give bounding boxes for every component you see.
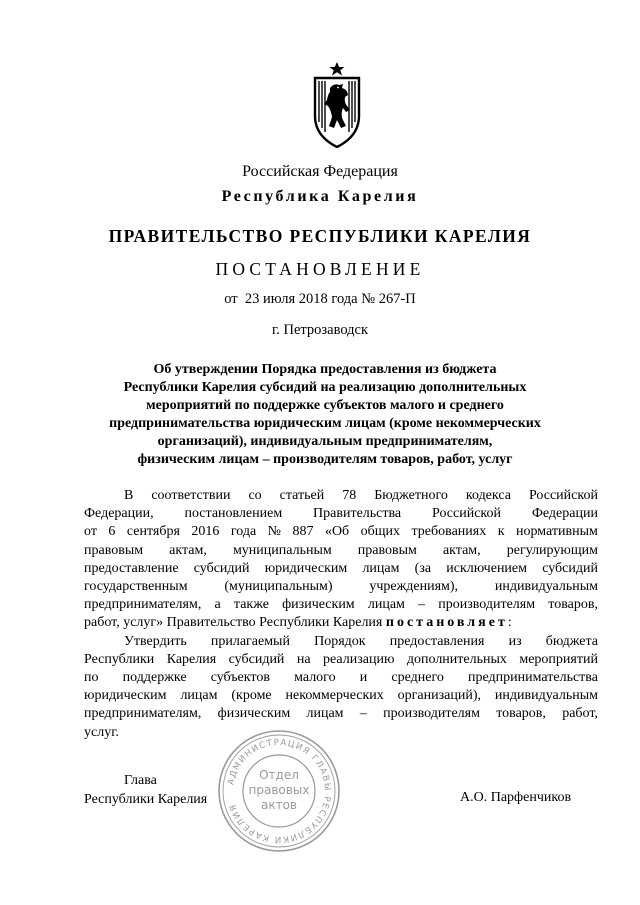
country-name: Российская Федерация [242, 163, 398, 180]
title-line: предпринимательства юридическим лицам (кроме некоммерческих [109, 416, 541, 432]
word: на [296, 651, 311, 667]
word: из [508, 633, 522, 649]
document-title [80, 361, 570, 470]
word: а [214, 597, 221, 613]
text-line [84, 560, 598, 578]
title-line: Республики Карелия субсидий на реализацию дополнительных [123, 380, 527, 396]
text-line [84, 633, 598, 651]
word: организаций), [397, 688, 481, 704]
word: также [233, 597, 269, 613]
word: «Об [324, 524, 350, 540]
word: предпринимателям, [84, 597, 202, 613]
signatory-title [84, 771, 207, 809]
word: актам, [442, 542, 481, 558]
word: товаров, [496, 706, 546, 722]
word: от [84, 524, 97, 540]
title-line: Об утверждении Порядка предоставления из бюджета [153, 362, 497, 377]
word: по [84, 670, 99, 686]
word: государственным [84, 579, 188, 595]
word: Республики [84, 651, 155, 667]
word: среднего [391, 670, 444, 686]
paragraph-approve [84, 633, 598, 742]
word: малого [294, 670, 336, 686]
word: индивидуальным [494, 688, 598, 704]
word: Правительства [313, 506, 402, 522]
word: субсидий [542, 560, 598, 576]
word: субсидий [193, 560, 250, 576]
word: прилагаемый [210, 633, 290, 649]
word: лицам [180, 688, 218, 704]
document-type: ПОСТАНОВЛЕНИЕ [215, 259, 425, 279]
republic-name: Республика Карелия [221, 188, 419, 205]
stamp-line: Отдел [259, 768, 299, 782]
word: 887 [292, 524, 314, 540]
word: № [267, 524, 281, 540]
decrees-word: постановляет [385, 615, 508, 631]
word: статьей [279, 488, 325, 503]
text-line [84, 505, 598, 523]
word: некоммерческих [285, 688, 384, 704]
word: мероприятий [519, 651, 598, 667]
word: соответствии [151, 488, 231, 503]
word: (за [414, 560, 432, 576]
text-line: услуг. [84, 724, 119, 740]
word: правовым [357, 542, 417, 558]
text-line [84, 614, 598, 632]
word: субсидий [228, 651, 285, 667]
word: муниципальным [232, 542, 332, 558]
word: работ, [562, 706, 598, 722]
text-line [84, 596, 598, 614]
word: дополнительных [406, 651, 507, 667]
signatory-title-line: Глава [124, 773, 157, 788]
text-line [84, 487, 598, 505]
word: исключением [446, 560, 527, 576]
word: реализацию [323, 651, 395, 667]
word: предоставления [389, 633, 485, 649]
word: физическим [282, 597, 355, 613]
word: Бюджетного [374, 488, 448, 503]
word: юридическим [264, 560, 348, 576]
word: лицам [306, 706, 344, 722]
coat-of-arms-icon [306, 62, 368, 148]
word: В [124, 488, 134, 503]
word: к [497, 524, 505, 540]
word: нормативным [515, 524, 598, 540]
word: 6 [108, 524, 116, 540]
word: – [418, 597, 426, 613]
word: лицам [362, 560, 400, 576]
text-line [84, 651, 598, 669]
word: актам, [169, 542, 207, 558]
word: юридическим [84, 688, 167, 704]
word: 2016 [191, 524, 220, 540]
word: правовым [84, 542, 144, 558]
title-line: физическим лицам – производителям товаров, работ, услуг [137, 452, 513, 468]
word: постановлением [184, 506, 283, 522]
word: товаров, [548, 597, 598, 613]
punctuation: : [507, 615, 512, 631]
word: поддержке [122, 670, 187, 686]
text-line [84, 669, 598, 687]
document-body [84, 487, 598, 742]
word: учреждениям), [369, 579, 459, 595]
word: со [248, 488, 262, 503]
word: лицам [367, 597, 405, 613]
text-line [84, 523, 598, 541]
word: Российской [528, 488, 598, 503]
word: Федерации, [84, 506, 154, 522]
word: Федерации [531, 506, 598, 522]
word: индивидуальным [494, 579, 598, 595]
word: общих [360, 524, 401, 540]
text-line [84, 542, 598, 560]
word: производителям [383, 706, 480, 722]
signatory-title-line: Республики Карелия [84, 792, 208, 807]
title-line: мероприятий по поддержке субъектов малого и среднего [146, 398, 504, 414]
text-segment: работ, услуг» Правительство Республики Карелия [84, 615, 383, 631]
stamp-line: актов [260, 798, 298, 812]
stamp-ring-text: АДМИНИСТРАЦИЯ ГЛАВЫ РЕСПУБЛИКИ КАРЕЛИЯ [226, 737, 333, 845]
paragraph-preamble [84, 487, 598, 633]
word: – [359, 706, 367, 722]
word: субъектов [210, 670, 270, 686]
word: предпринимательства [468, 670, 598, 686]
official-stamp [216, 728, 342, 854]
word: предоставление [84, 560, 179, 576]
signatory-name: А.О. Парфенчиков [460, 790, 572, 805]
word: Карелия [166, 651, 217, 667]
word: года [230, 524, 257, 540]
stamp-line: правовых [248, 783, 310, 797]
title-line: организаций), индивидуальным предпринимателям, [157, 434, 493, 450]
word: кодекса [465, 488, 511, 503]
word: регулирующим [506, 542, 598, 558]
word: и [359, 670, 368, 686]
word: требованиях [411, 524, 487, 540]
word: производителям [438, 597, 536, 613]
word: 78 [342, 488, 357, 503]
word: физическим [217, 706, 291, 722]
text-line [84, 705, 598, 723]
word: (муниципальным) [224, 579, 333, 595]
city-name: г. Петрозаводск [271, 322, 369, 338]
word: Российской [432, 506, 501, 522]
word: бюджета [545, 633, 598, 649]
word: предпринимателям, [84, 706, 202, 722]
date-number-line: от 23 июля 2018 года № 267-П [224, 291, 416, 307]
text-line [84, 578, 598, 596]
government-name: ПРАВИТЕЛЬСТВО РЕСПУБЛИКИ КАРЕЛИЯ [108, 226, 532, 246]
word: Утвердить [124, 633, 187, 649]
word: Порядок [314, 633, 366, 649]
word: (кроме [231, 688, 272, 704]
text-line [84, 687, 598, 705]
word: сентября [126, 524, 180, 540]
